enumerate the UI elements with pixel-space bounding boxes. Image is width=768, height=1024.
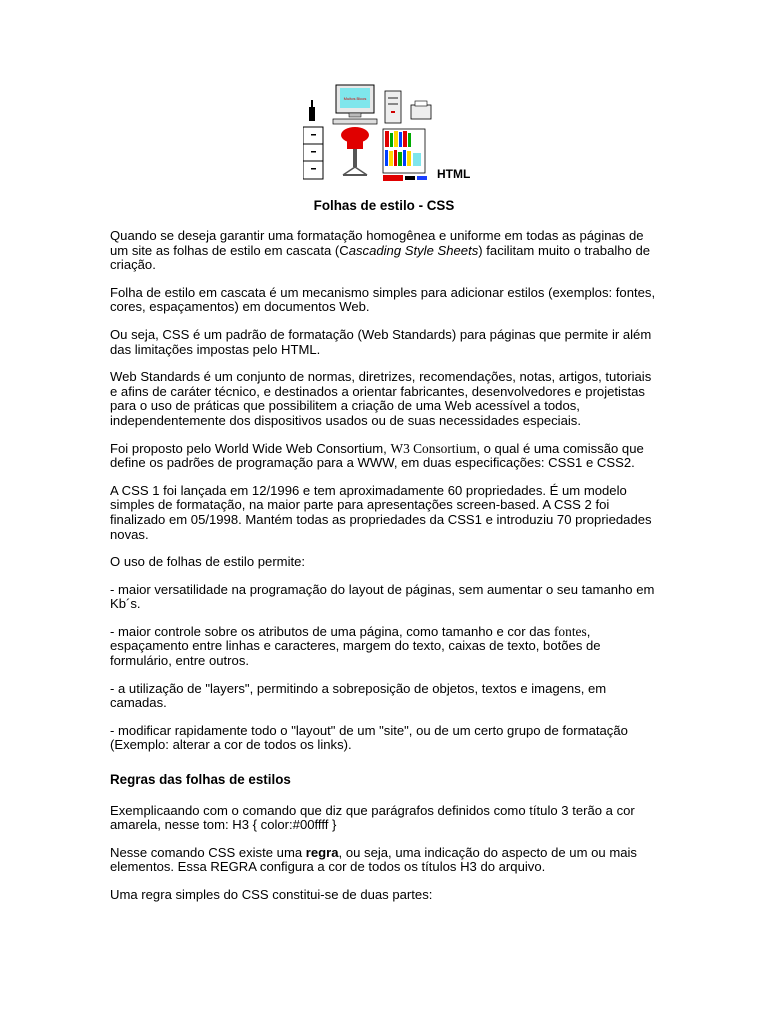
list-item: - maior versatilidade na programação do layout de páginas, sem aumentar o seu tamanho em Kb´s. [110,581,655,612]
page-title: Folhas de estilo - CSS [313,198,455,213]
paragraph-rule: Nesse comando CSS existe uma regra, ou seja, uma indicação do aspecto de um ou mais elementos. Essa REGRA configura a cor de todos os títulos H3 do arquivo. [110,844,637,875]
list-item: - a utilização de "layers", permitindo a sobreposição de objetos, textos e imagens, em camadas. [110,680,607,711]
html-label: HTML [437,167,471,181]
paragraph-usage-intro: O uso de folhas de estilo permite: [110,554,306,570]
section-heading: Regras das folhas de estilos [110,772,291,788]
list-item: - maior controle sobre os atributos de uma página, como tamanho e cor das fontes, espaçamento entre linhas e caracteres, margem do texto, caixas de texto, botões de formulário, entre outros. [110,623,601,669]
paragraph-rule-parts: Uma regra simples do CSS constitui-se de duas partes: [110,887,433,902]
paragraph-definition: Folha de estilo em cascata é um mecanismo simples para adicionar estilos (exemplos: fontes, cores, espaçamentos) em documentos Web. [110,284,656,315]
paragraph-example: Exemplicaando com o comando que diz que parágrafos definidos como título 3 terão a cor amarela, nesse tom: H3 { color:#00ffff } [110,802,635,833]
computer-office-clipart-icon [303,83,435,183]
paragraph-web-standards: Web Standards é um conjunto de normas, diretrizes, recomendações, notas, artigos, tutoriais e afins de caráter técnico, e destinados a orientar fabricantes, desenvolvedores e projetistas para o uso de práticas que possibilitem a criação de uma Web acessível a todos, independentemente dos dispositivos usados ou de suas necessidades especiais. [110,369,652,428]
paragraph-w3c: Foi proposto pelo World Wide Web Consortium, W3 Consortium, o qual é uma comissão que define os padrões de programação para a WWW, em duas especificações: CSS1 e CSS2. [110,440,644,471]
document-body [110,229,662,916]
paragraph-standard: Ou seja, CSS é um padrão de formatação (Web Standards) para páginas que permite ir além das limitações impostas pelo HTML. [110,326,652,357]
list-item: - modificar rapidamente todo o "layout" de um "site", ou de um certo grupo de formatação (Exemplo: alterar a cor de todos os links). [110,722,628,753]
paragraph-intro: Quando se deseja garantir uma formatação homogênea e uniforme em todas as páginas de um site as folhas de estilo em cascata (Cascading Style Sheets) facilitam muito o trabalho de criação. [110,228,651,273]
monitor-caption: Muitos Bicos [343,96,367,101]
paragraph-css-versions: A CSS 1 foi lançada em 12/1996 e tem aproximadamente 60 propriedades. É um modelo simples de formatação, na maior parte para apresentações screen-based. A CSS 2 foi finalizado em 05/1998. Mantém todas as propriedades da CSS1 e introduziu 70 propriedades novas. [110,482,652,542]
